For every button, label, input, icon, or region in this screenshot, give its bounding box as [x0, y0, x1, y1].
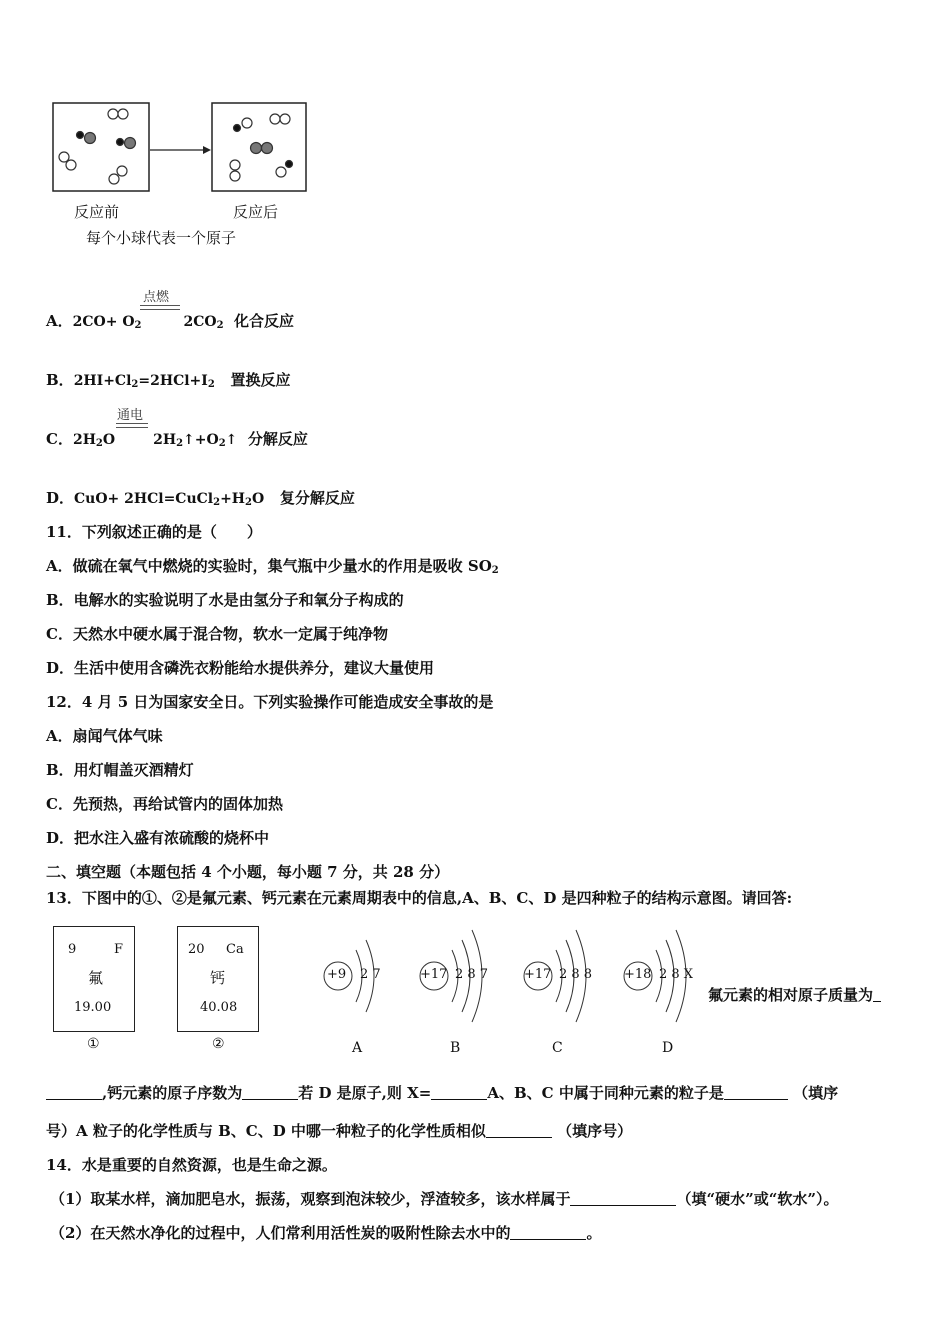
particle-a-label: A — [352, 1040, 363, 1056]
q13-line-2: ,钙元素的原子序数为 若 D 是原子,则 X= A、B、C 中属于同种元素的粒子是 （填序 — [46, 1083, 838, 1103]
option-d: D．$CuO+ 2HCl=CuCl_2+H_2O$ 复分解反应 — [46, 489, 355, 508]
q11-option-b: B．电解水的实验说明了水是由氢分子和氧分子构成的 — [46, 591, 404, 609]
element-symbol: Ca — [226, 942, 244, 957]
blank-x-value[interactable] — [431, 1085, 487, 1100]
condition-electrolysis: 通电 — [117, 408, 144, 423]
section-2-title: 二、填空题（本题包括 4 个小题，每小题 7 分，共 28 分） — [46, 863, 450, 881]
q13-stem: 13．下图中的①、②是氟元素、钙元素在元素周期表中的信息,A、B、C、D 是四种粒子的结构示意图。请回答: — [46, 889, 793, 907]
q11-stem: 11．下列叙述正确的是（ ） — [46, 523, 262, 541]
particle-d-nucleus: +18 — [624, 967, 652, 982]
particle-c-shells: 2 8 8 — [559, 967, 593, 982]
option-a: A．$2CO+ O_2$ $2CO_2$ 化合反应 — [46, 312, 295, 331]
option-c: C．$2H_2O$ $2H_2↑+O_2↑$ 分解反应 — [46, 430, 308, 449]
particle-d-label: D — [662, 1040, 674, 1056]
label-after: 反应后 — [233, 203, 279, 221]
q11-option-d: D．生活中使用含磷洗衣粉能给水提供养分，建议大量使用 — [46, 659, 435, 677]
blank-removed-substance[interactable] — [510, 1225, 586, 1240]
particle-b-shells: 2 8 7 — [455, 967, 489, 982]
particle-d-shells: 2 8 X — [659, 967, 694, 982]
q11-option-a: A．做硫在氧气中燃烧的实验时，集气瓶中少量水的作用是吸收 $SO_2$ — [46, 557, 499, 576]
blank-water-type[interactable] — [570, 1191, 676, 1206]
blank-similar-particle[interactable] — [486, 1123, 552, 1138]
atomic-number: 20 — [188, 942, 205, 957]
q11-option-c: C．天然水中硬水属于混合物，软水一定属于纯净物 — [46, 625, 388, 643]
element-symbol: F — [114, 942, 124, 957]
q12-option-b: B．用灯帽盖灭酒精灯 — [46, 761, 194, 779]
q13-question-start: 氟元素的相对原子质量为 — [708, 985, 881, 1005]
particle-a-nucleus: +9 — [327, 967, 347, 982]
q12-option-d: D．把水注入盛有浓硫酸的烧杯中 — [46, 829, 270, 847]
element-cell-calcium — [177, 926, 259, 1032]
cell-label-1: ① — [87, 1036, 100, 1052]
diagram-caption: 每个小球代表一个原子 — [86, 229, 237, 247]
blank-same-element[interactable] — [724, 1085, 788, 1100]
q14-part-1: （1）取某水样，滴加肥皂水，振荡，观察到泡沫较少，浮渣较多，该水样属于 （填“硬水”或“软水”）。 — [50, 1190, 839, 1208]
cell-label-2: ② — [212, 1036, 225, 1052]
q14-stem: 14．水是重要的自然资源，也是生命之源。 — [46, 1156, 337, 1174]
particle-b-label: B — [450, 1040, 461, 1056]
q12-option-a: A．扇闻气体气味 — [46, 727, 163, 745]
particle-c-label: C — [552, 1040, 563, 1056]
atomic-number: 9 — [68, 942, 77, 957]
condition-ignite: 点燃 — [143, 290, 170, 305]
label-before: 反应前 — [74, 203, 120, 221]
element-cell-fluorine — [53, 926, 135, 1032]
option-b: B．$2HI+Cl_2=2HCl+I_2$ 置换反应 — [46, 371, 291, 390]
condition-line-c — [116, 423, 148, 428]
q13-line-3: 号）A 粒子的化学性质与 B、C、D 中哪一种粒子的化学性质相似 （填序号） — [46, 1122, 633, 1140]
element-name: 氟 — [88, 969, 104, 987]
atomic-mass: 40.08 — [200, 1000, 238, 1015]
q12-option-c: C．先预热，再给试管内的固体加热 — [46, 795, 283, 813]
atomic-mass: 19.00 — [74, 1000, 112, 1015]
particle-c-nucleus: +17 — [524, 967, 552, 982]
q14-part-2: （2）在天然水净化的过程中，人们常利用活性炭的吸附性除去水中的 。 — [50, 1224, 602, 1242]
particle-a-shells: 2 7 — [360, 967, 381, 982]
particle-b-nucleus: +17 — [420, 967, 448, 982]
element-name: 钙 — [210, 969, 226, 987]
blank-calcium-number[interactable] — [242, 1085, 298, 1100]
blank-fluorine-mass[interactable] — [46, 1085, 102, 1100]
q12-stem: 12．4 月 5 日为国家安全日。下列实验操作可能造成安全事故的是 — [46, 693, 494, 711]
condition-line-a — [140, 305, 180, 310]
